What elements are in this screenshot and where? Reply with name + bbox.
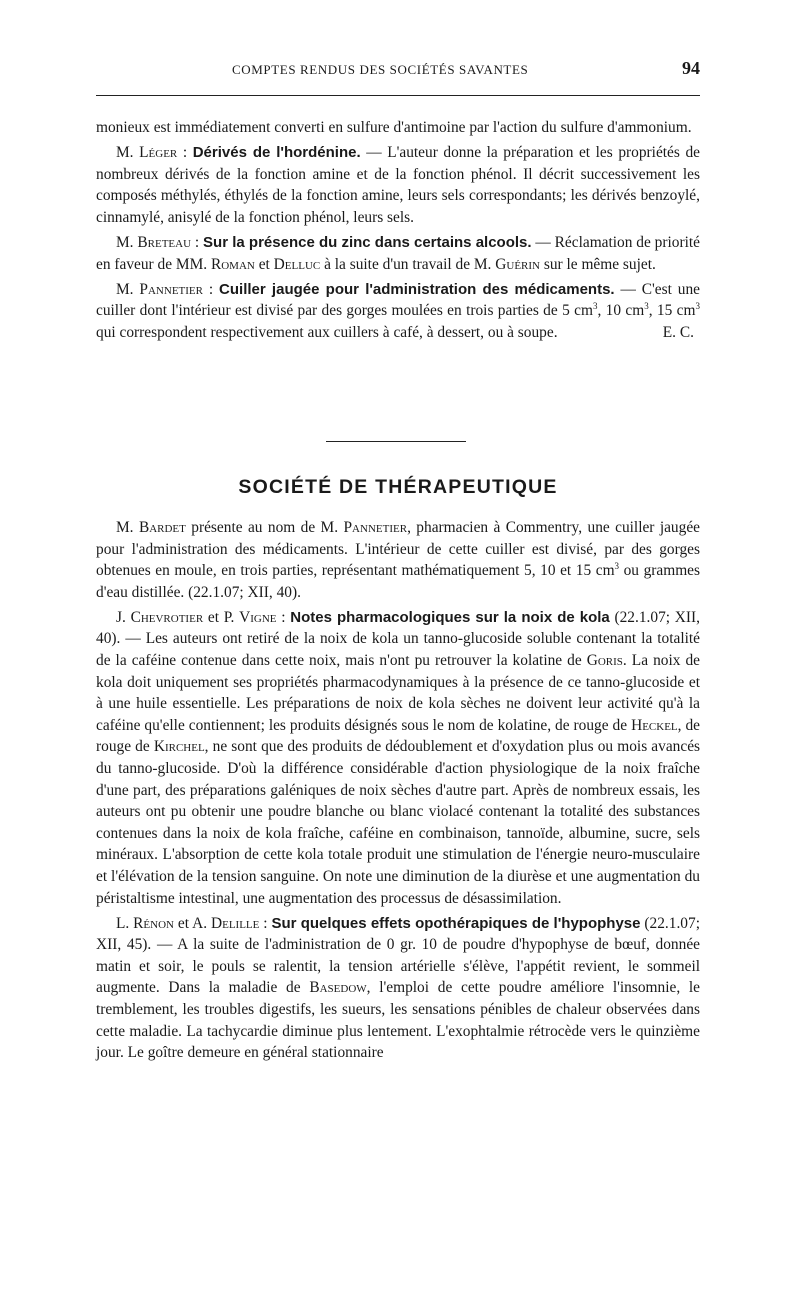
entry-leger: M. Léger : Dérivés de l'hordénine. — L'auteur donne la préparation et les propriétés de nombreux dérivés de la fonction amine et de la fonction phénol. Il décrit successivement les composés méthylés, éthylés de la fonction amine, leurs sels correspondants; les dérivés benzoylé, cinnamylé, anisylé de la fonction phénol, leurs sels.: [96, 144, 700, 226]
cited-name: Kirchel: [153, 738, 205, 756]
entry-chevrotier-vigne: J. Chevrotier et P. Vigne : Notes pharmacologiques sur la noix de kola (22.1.07; XII, 40). — Les auteurs ont retiré de la noix de kola un tanno-glucoside soluble contenant la totalité de la caféine contenue dans cette noix, mais n'ont pu retrouver la kolatine de Goris. La noix de kola doit uniquement ses propriétés pharmacodynamiques à la présence de ce tanno-glucoside et à une huile essentielle. Les préparations de noix de kola sèches ne doivent leur activité qu'à la caféine qu'elle contiennent; les produits désignés sous le nom de kolatine, de rouge de Heckel, de rouge de Kirchel, ne sont que des produits de dédoublement et d'oxydation plus ou mois avancés du tanno-glucoside. D'où la différence considérable d'action physiologique de la noix fraîche d'une part, des préparations galéniques de noix sèches d'autre part. Après de nombreux essais, les auteurs ont pu obtenir une poudre blanche ou blanc violacé contenant la totalité des substances contenues dans la noix de kola fraîche, caféine en combinaison, tannoïde, albumine, sucre, sels minéraux. L'absorption de cette kola totale produit une stimulation de l'énergie neuro-musculaire et l'élévation de la tension sanguine. On note une diminution de la diurèse et une augmentation du péristaltisme intestinal, une augmentation des processus de désassimilation.: [96, 608, 701, 907]
section-therapeutique: [96, 517, 700, 1064]
entry-pannetier: M. Pannetier : Cuiller jaugée pour l'administration des médicaments. — C'est une cuiller dont l'intérieur est divisé par des gorges moulées en trois parties de 5 $cm^3$, 10 $cm^3$, 15 $cm^3$ qui correspondent respectivement aux cuillers à café, à dessert, ou à soupe. E. C.: [96, 279, 700, 344]
author-name: Léger: [139, 144, 178, 162]
entry-breteau: M. Breteau : Sur la présence du zinc dans certains alcools. — Réclamation de priorité en faveur de MM. Roman et Delluc à la suite d'un travail de M. Guérin sur le même sujet.: [96, 233, 700, 273]
entry-title: Sur quelques effets opothérapiques de l'hypophyse: [271, 914, 641, 932]
signature: E. C.: [662, 323, 694, 341]
author-name: Chevrotier: [130, 608, 204, 626]
author-name: Vigne: [239, 608, 277, 626]
cited-name: Goris: [586, 652, 623, 670]
cited-name: Pannetier: [343, 519, 408, 536]
author-name: Pannetier: [139, 280, 203, 298]
entry-title: Notes pharmacologiques sur la noix de kola: [290, 608, 610, 626]
cited-name: Basedow: [309, 979, 367, 997]
section-divider: [326, 441, 466, 442]
entry-title: Sur la présence du zinc dans certains alcools.: [203, 233, 532, 251]
entry-body: — L'auteur donne la préparation et les propriétés de nombreux dérivés de la fonction amine et de la fonction phénol. Il décrit successivement les composés méthylés, éthylés de la fonction amine, leurs sels correspondants; les dérivés benzoylé, cinnamylé, anisylé de la fonction phénol, leurs sels.: [96, 144, 700, 226]
cited-name: Delluc: [273, 255, 321, 273]
cited-name: Roman: [210, 255, 255, 273]
page-number: 94: [682, 58, 700, 78]
entry-title: Dérivés de l'hordénine.: [192, 144, 361, 162]
paragraph-antimoine: monieux est immédiatement converti en sulfure d'antimoine par l'action du sulfure d'ammonium.: [96, 119, 692, 136]
author-name: Breteau: [137, 233, 192, 251]
entry-renon-delille: L. Rénon et A. Delille : Sur quelques effets opothérapiques de l'hypophyse (22.1.07; XII, 45). — A la suite de l'administration de 0 gr. 10 de poudre d'hypophyse de bœuf, donnée matin et soir, le pouls se ralentit, la tension artérielle s'élève, l'appétit revient, le sommeil augmente. Dans la maladie de Basedow, l'emploi de cette poudre améliore l'insomnie, le tremblement, les troubles digestifs, les sueurs, les sensations pénibles de chaleur observées dans cette maladie. La tachycardie diminue plus lentement. L'exophtalmie rétrocède vers le quinzième jour. Le goître demeure en général stationnaire: [96, 914, 701, 1062]
entry-title: Cuiller jaugée pour l'administration des médicaments.: [219, 280, 615, 298]
author-name: Delille: [210, 914, 260, 932]
section-heading: SOCIÉTÉ DE THÉRAPEUTIQUE: [238, 476, 558, 498]
section-continuation: [96, 117, 700, 343]
author-name: Bardet: [138, 519, 186, 536]
running-title: COMPTES RENDUS DES SOCIÉTÉS SAVANTES: [232, 62, 529, 77]
cited-name: Heckel: [631, 716, 678, 734]
cited-name: Guérin: [495, 255, 540, 273]
entry-bardet: M. Bardet présente au nom de M. Pannetier, pharmacien à Commentry, une cuiller jaugée pour l'administration des médicaments. L'intérieur de cette cuiller est divisé, par des gorges obtenues en moule, en trois parties, représentant mathématiquement 5, 10 et 15 $cm^3$ ou grammes d'eau distillée. (22.1.07; XII, 40).: [96, 519, 700, 601]
page-header: [96, 56, 700, 86]
author-name: Rénon: [133, 914, 174, 932]
header-rule: [96, 95, 700, 96]
